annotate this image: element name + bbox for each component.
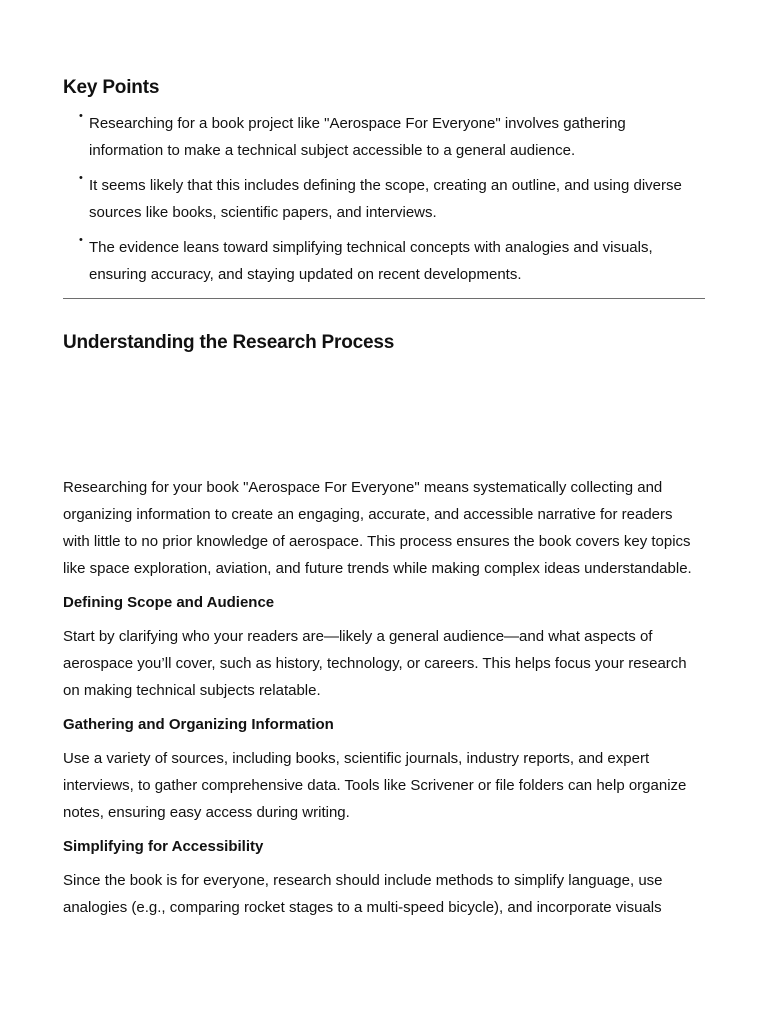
section-heading: Understanding the Research Process [63, 332, 395, 353]
list-item-text: Researching for a book project like "Aerospace For Everyone" involves gathering information to make a technical subject accessible to a general audience. [89, 115, 626, 159]
bullet-icon: • [79, 172, 83, 184]
bullet-icon: • [79, 234, 83, 246]
document-page [63, 0, 705, 1024]
subsection-heading-gathering: Gathering and Organizing Information [63, 716, 334, 733]
list-item [63, 110, 693, 164]
list-item-text: It seems likely that this includes defining the scope, creating an outline, and using diverse sources like books, scientific papers, and interviews. [89, 177, 682, 221]
bullet-icon: • [79, 110, 83, 122]
key-points-list [63, 110, 693, 296]
subsection-paragraph-gathering: Use a variety of sources, including books, scientific journals, industry reports, and expert interviews, to gather comprehensive data. Tools like Scrivener or file folders can help organize notes, ensuring easy access during writing. [63, 750, 687, 821]
section-divider [63, 298, 705, 299]
section-body [63, 474, 703, 931]
list-item [63, 234, 693, 288]
subsection-heading-scope: Defining Scope and Audience [63, 594, 275, 611]
list-item-text: The evidence leans toward simplifying technical concepts with analogies and visuals, ensuring accuracy, and staying updated on recent developments. [89, 239, 653, 283]
key-points-heading: Key Points [63, 77, 160, 98]
subsection-paragraph-scope: Start by clarifying who your readers are—likely a general audience—and what aspects of aerospace you’ll cover, such as history, technology, or careers. This helps focus your research on making technical subjects relatable. [63, 628, 687, 699]
intro-paragraph: Researching for your book "Aerospace For Everyone" means systematically collecting and organizing information to create an engaging, accurate, and accessible narrative for readers with little to no prior knowledge of aerospace. This process ensures the book covers key topics like space exploration, aviation, and future trends while making complex ideas understandable. [63, 479, 692, 577]
list-item [63, 172, 693, 226]
subsection-paragraph-simplifying: Since the book is for everyone, research should include methods to simplify language, use analogies (e.g., comparing rocket stages to a multi-speed bicycle), and incorporate visuals [63, 872, 663, 916]
subsection-heading-simplifying: Simplifying for Accessibility [63, 838, 264, 855]
